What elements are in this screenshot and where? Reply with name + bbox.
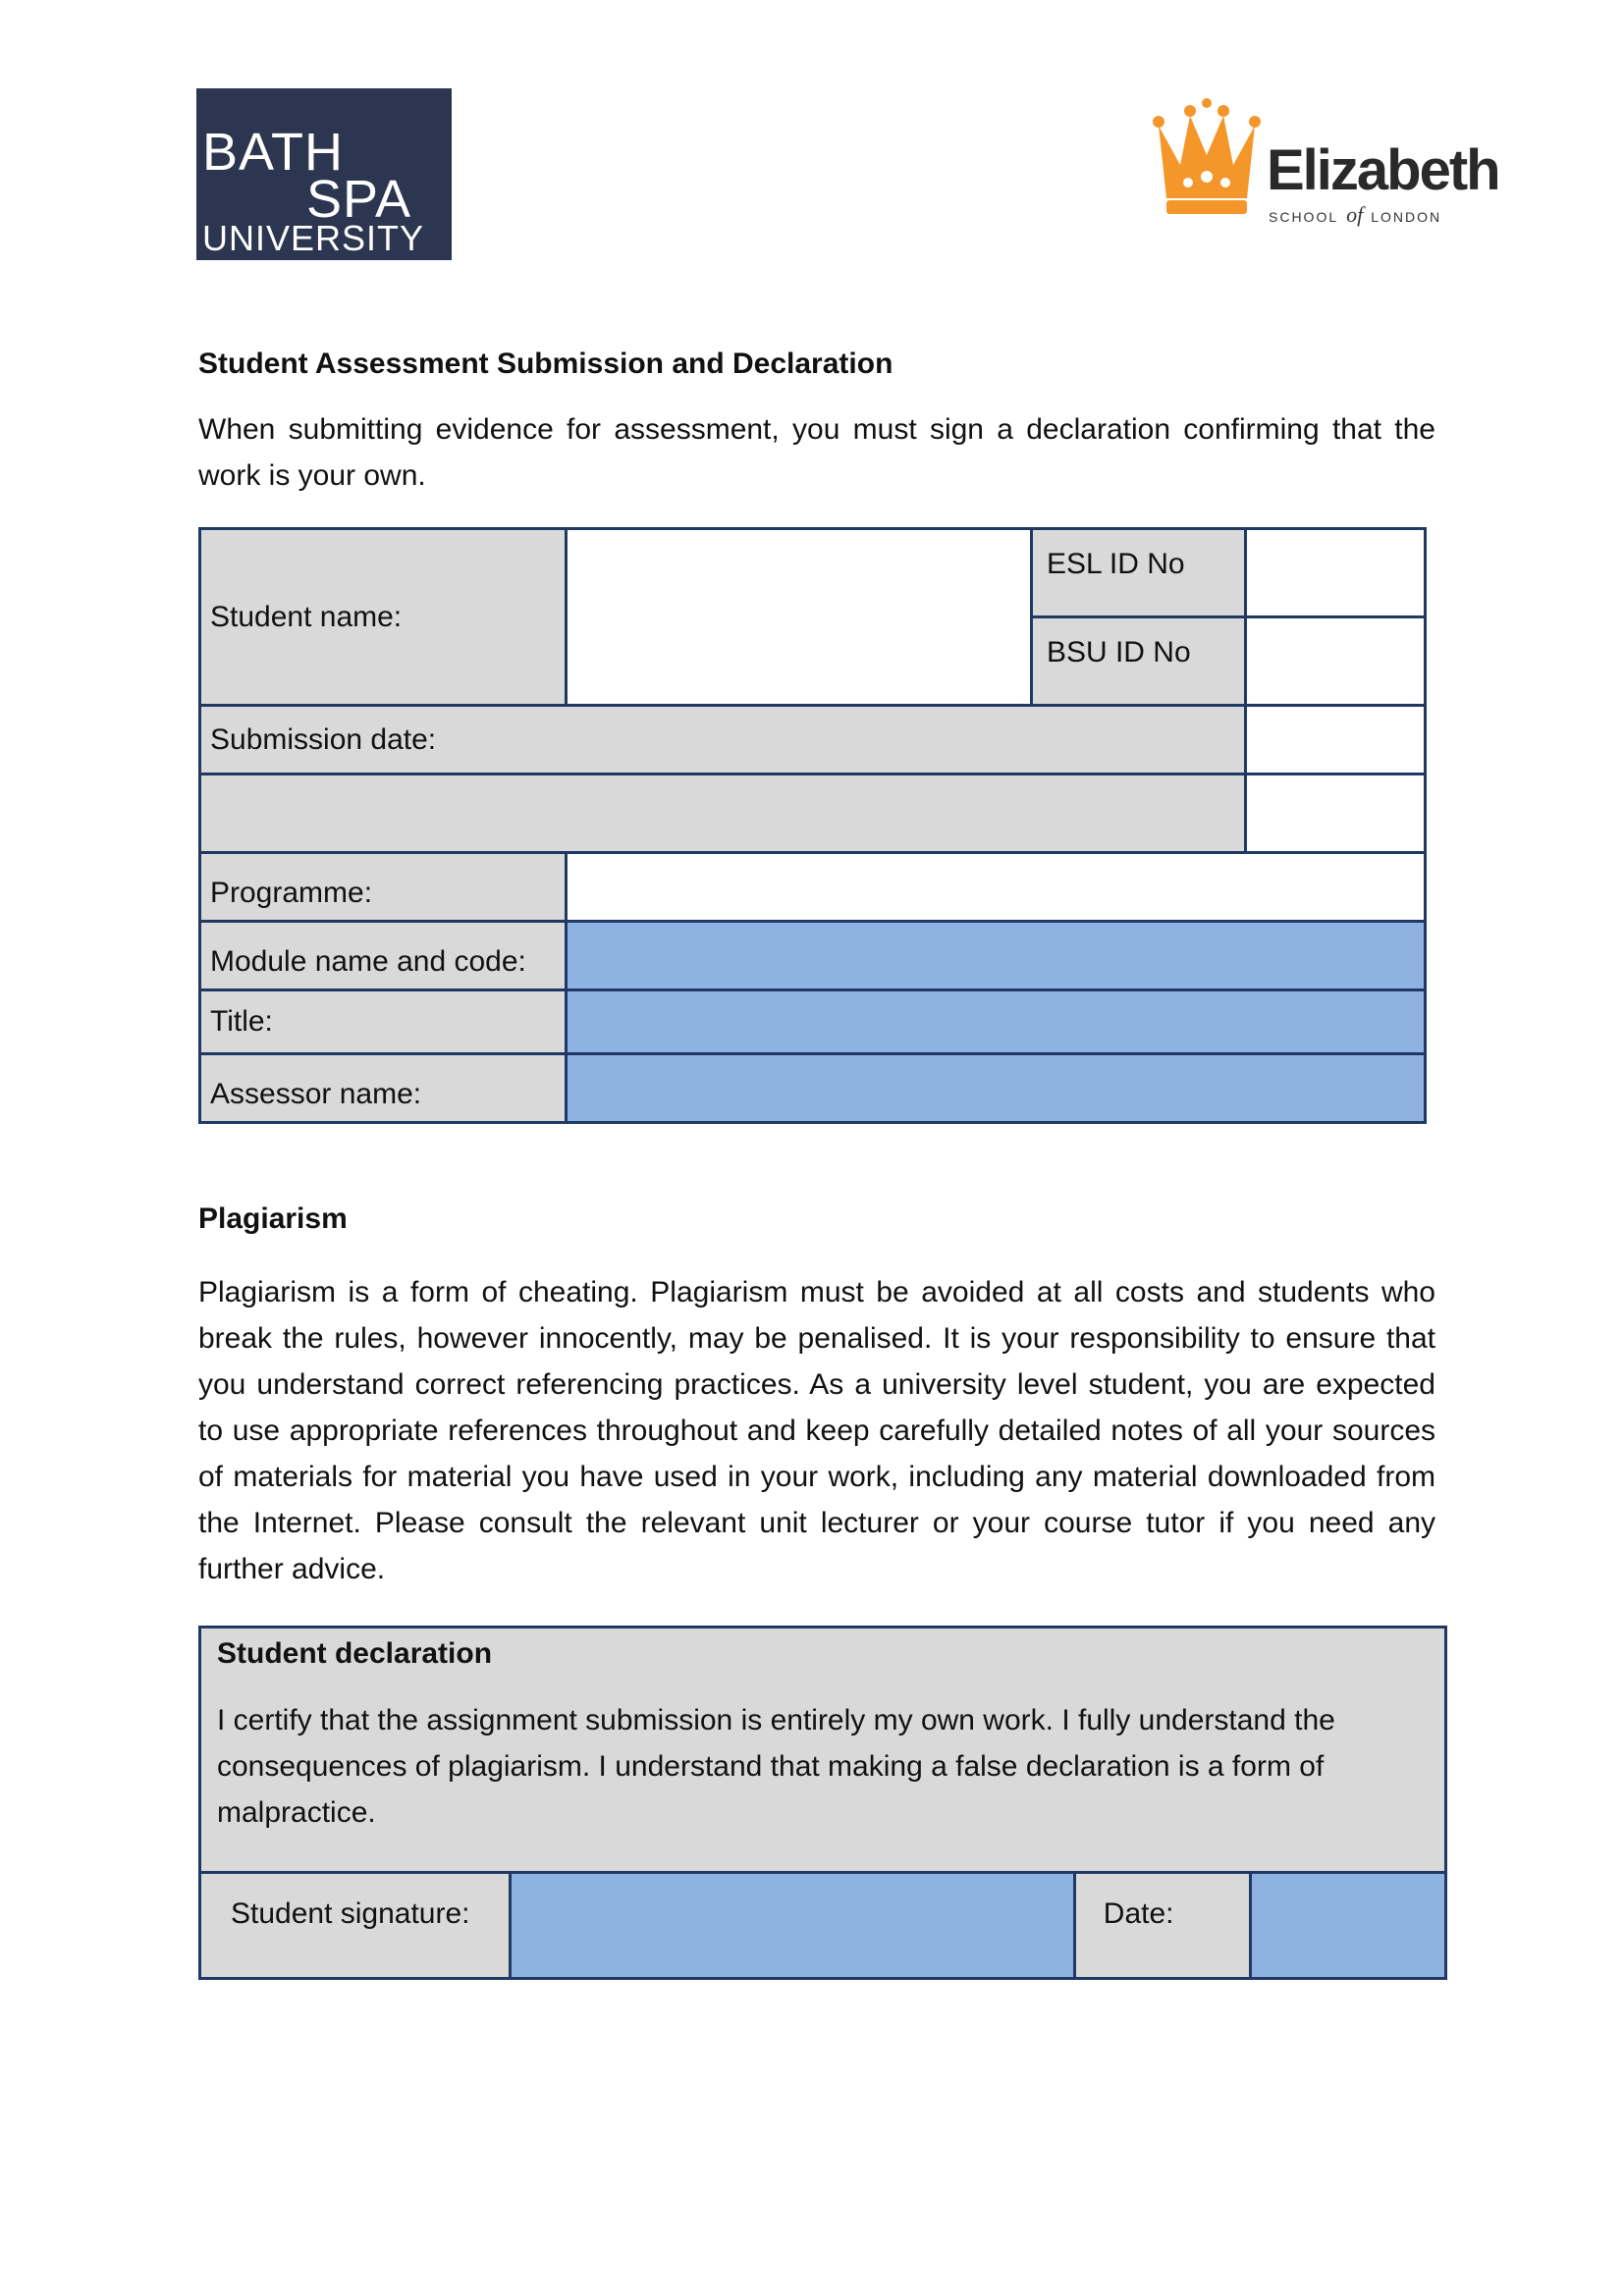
- signature-label: Student signature:: [200, 1873, 511, 1979]
- submission-info-table: [198, 527, 1427, 1124]
- intro-paragraph: When submitting evidence for assessment, you must sign a declaration confirming that the work is your own.: [198, 413, 1435, 492]
- title-label: Title:: [200, 990, 567, 1054]
- declaration-box: [200, 1628, 1446, 1873]
- esl-logo-name: Elizabeth: [1267, 138, 1499, 202]
- student-name-label: Student name:: [200, 529, 567, 706]
- declaration-text: I certify that the assignment submission is entirely my own work. I fully understand the consequences of plagiarism. I understand that making a false declaration is a form of malpractice.: [217, 1704, 1335, 1829]
- declaration-heading: Student declaration: [217, 1637, 493, 1670]
- signature-input[interactable]: [510, 1873, 1074, 1979]
- submission-date-label: Submission date:: [200, 706, 1246, 774]
- programme-input[interactable]: [567, 853, 1426, 922]
- student-name-input[interactable]: [567, 529, 1032, 706]
- page-title: Student Assessment Submission and Declaration: [198, 347, 893, 380]
- date-input[interactable]: [1250, 1873, 1445, 1979]
- bsu-id-label: BSU ID No: [1031, 617, 1245, 706]
- title-input[interactable]: [567, 990, 1426, 1054]
- programme-label: Programme:: [200, 853, 567, 922]
- assessor-input[interactable]: [567, 1054, 1426, 1123]
- module-label: Module name and code:: [200, 922, 567, 990]
- date-label: Date:: [1074, 1873, 1250, 1979]
- blank-label-cell: [200, 774, 1246, 853]
- plagiarism-paragraph: Plagiarism is a form of cheating. Plagiarism must be avoided at all costs and students who break the rules, however innocently, may be penalised. It is your responsibility to ensure that you understand correct referencing practices. As a university level student, you are expected to use appropriate references throughout and keep carefully detailed notes of all your sources of materials for material you have used in your work, including any material downloaded from the Internet. Please consult the relevant unit lecturer or your course tutor if you need any further advice.: [198, 1276, 1435, 1585]
- bsu-logo-line1: BATH: [202, 123, 345, 182]
- assessor-label: Assessor name:: [200, 1054, 567, 1123]
- submission-date-input[interactable]: [1245, 706, 1425, 774]
- bsu-logo-line3: UNIVERSITY: [202, 218, 425, 258]
- bath-spa-university-logo: [196, 88, 452, 260]
- crown-icon: [1151, 98, 1264, 221]
- esl-logo-subtitle: SCHOOL of LONDON: [1269, 202, 1442, 227]
- esl-id-label: ESL ID No: [1031, 529, 1245, 617]
- declaration-table: [198, 1626, 1447, 1980]
- plagiarism-heading: Plagiarism: [198, 1202, 348, 1235]
- bsu-logo-line2: SPA: [306, 170, 412, 229]
- elizabeth-school-logo: [1151, 98, 1499, 227]
- module-input[interactable]: [567, 922, 1426, 990]
- esl-id-input[interactable]: [1245, 529, 1425, 617]
- blank-input-cell[interactable]: [1245, 774, 1425, 853]
- bsu-id-input[interactable]: [1245, 617, 1425, 706]
